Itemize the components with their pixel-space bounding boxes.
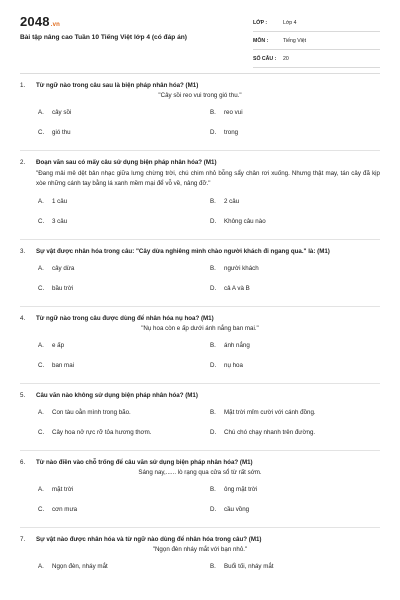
answer-option[interactable] (38, 429, 210, 436)
option-letter: A. (38, 486, 44, 494)
option-letter: D. (210, 218, 217, 226)
answer-option[interactable] (38, 285, 210, 292)
option-text: cả A và B (224, 285, 250, 293)
answer-option[interactable] (38, 265, 210, 272)
logo-suffix: .vn (50, 22, 61, 28)
question-text: Từ ngữ nào trong câu được dùng để nhân hóa nụ hoa? (M1) (36, 315, 214, 323)
document-header (20, 14, 380, 70)
question-separator (20, 383, 380, 384)
meta-key: SỐ CÂU : (253, 55, 277, 62)
question-2 (20, 159, 380, 240)
option-letter: A. (38, 342, 44, 350)
answer-options (20, 486, 380, 513)
answer-option[interactable] (38, 198, 210, 205)
question-text: Từ nào điền vào chỗ trống để câu văn sử dụng biện pháp nhân hóa? (M1) (36, 459, 253, 467)
question-text: Sự vật nào được nhân hóa và từ ngữ nào dùng để nhân hóa trong câu? (M1) (36, 536, 262, 544)
option-text: ban mai (52, 362, 75, 370)
question-number: 5. (20, 392, 26, 400)
option-letter: D. (210, 429, 217, 437)
option-letter: C. (38, 129, 45, 136)
option-letter: A. (38, 198, 44, 206)
question-list (20, 80, 380, 570)
answer-option[interactable] (210, 342, 382, 349)
answer-option[interactable] (210, 218, 382, 225)
option-text: cầu vồng (224, 506, 250, 514)
question-text: Từ ngữ nào trong câu sau là biện pháp nhân hóa? (M1) (36, 82, 199, 89)
option-text: e ấp (52, 342, 65, 350)
option-text: cây sồi (52, 109, 72, 116)
option-text: reo vui (224, 109, 243, 116)
question-text: Đoạn văn sau có mấy câu sử dụng biện pháp nhân hóa? (M1) (36, 159, 217, 166)
answer-options (20, 409, 380, 436)
answer-option[interactable] (210, 285, 382, 292)
answer-options (20, 109, 380, 136)
answer-option[interactable] (210, 265, 382, 272)
answer-option[interactable] (210, 506, 382, 513)
question-number: 4. (20, 315, 26, 323)
option-text: người khách (224, 265, 259, 273)
question-separator (20, 306, 380, 307)
option-text: Không câu nào (224, 218, 266, 226)
option-text: mặt trời (52, 486, 74, 494)
meta-row-subject (253, 32, 380, 50)
answer-option[interactable] (38, 129, 210, 136)
option-text: ánh nắng (224, 342, 250, 350)
option-text: Cây hoa nở rực rỡ tỏa hương thơm. (52, 429, 152, 437)
option-text: Buổi tối, nháy mắt (224, 563, 274, 571)
answer-option[interactable] (210, 198, 382, 205)
answer-option[interactable] (210, 129, 382, 136)
question-3 (20, 248, 380, 307)
option-text: ông mặt trời (224, 486, 258, 494)
option-text: Con tàu oằn mình trong bão. (52, 409, 131, 417)
option-text: bầu trời (52, 285, 74, 293)
option-text: cây dừa (52, 265, 75, 273)
question-quote: Sáng nay,...... lò rạng qua cửa sổ từ rất sớm. (138, 469, 262, 477)
question-separator (20, 450, 380, 451)
option-text: Chú chó chạy nhanh trên đường. (224, 429, 316, 437)
question-text: Sự vật được nhân hóa trong câu: "Cây dừa nghiêng mình chào người khách đi ngang qua." là: (M1) (36, 248, 330, 256)
option-letter: B. (210, 342, 216, 350)
question-1 (20, 82, 380, 151)
answer-options (20, 198, 380, 225)
option-letter: C. (38, 506, 45, 514)
option-letter: B. (210, 486, 216, 494)
question-text: Câu văn nào không sử dụng biện pháp nhân hóa? (M1) (36, 392, 198, 400)
option-letter: B. (210, 563, 216, 571)
option-text: nụ hoa (224, 362, 243, 370)
answer-options (20, 342, 380, 369)
question-quote: "Cây sồi reo vui trong gió thu." (158, 92, 242, 99)
option-text: 3 câu (52, 218, 68, 226)
question-number: 1. (20, 82, 26, 89)
answer-option[interactable] (210, 486, 382, 493)
answer-option[interactable] (210, 563, 382, 570)
answer-option[interactable] (38, 218, 210, 225)
option-letter: C. (38, 362, 45, 370)
option-text: Mặt trời mỉm cười với cánh đồng. (224, 409, 316, 417)
answer-option[interactable] (38, 563, 210, 570)
question-number: 3. (20, 248, 26, 256)
answer-option[interactable] (210, 409, 382, 416)
question-quote: "Nụ hoa còn e ấp dưới ánh nắng ban mai." (141, 325, 259, 333)
answer-option[interactable] (38, 109, 210, 116)
option-letter: B. (210, 109, 216, 116)
answer-option[interactable] (38, 506, 210, 513)
meta-value: Lớp 4 (283, 19, 297, 26)
question-7 (20, 536, 380, 570)
question-quote: "Đang mải mê dệt bản nhạc giữa lưng chừng trời, chú chim nhỏ bỗng sẩy chân rơi xuống. Nhưng thật may, tán cây đã kịp xòe những cánh tay bằng lá xanh mềm mại để vỗ về, nâng đỡ." (36, 170, 380, 187)
answer-option[interactable] (210, 109, 382, 116)
option-letter: C. (38, 285, 45, 293)
option-text: 2 câu (224, 198, 240, 206)
document-meta (253, 14, 380, 68)
question-number: 6. (20, 459, 26, 467)
question-number: 2. (20, 159, 26, 166)
option-letter: A. (38, 109, 44, 116)
option-letter: B. (210, 409, 216, 417)
option-text: gió thu (52, 129, 71, 136)
option-letter: B. (210, 265, 216, 273)
question-5 (20, 392, 380, 451)
site-logo[interactable] (20, 14, 60, 29)
option-text: trong (224, 129, 239, 136)
question-number: 7. (20, 536, 26, 544)
header-divider (20, 73, 380, 74)
option-text: cơn mưa (52, 506, 78, 514)
answer-option[interactable] (38, 362, 210, 369)
meta-value: Tiếng Việt (283, 37, 307, 44)
answer-options (20, 563, 380, 570)
meta-row-class (253, 14, 380, 32)
option-letter: A. (38, 265, 44, 273)
answer-option[interactable] (38, 486, 210, 493)
question-quote: "Ngọn đèn nháy mắt với bạn nhỏ." (152, 546, 248, 554)
option-letter: C. (38, 218, 45, 226)
answer-options (20, 265, 380, 292)
question-separator (20, 239, 380, 240)
question-6 (20, 459, 380, 528)
option-text: 1 câu (52, 198, 68, 206)
meta-key: LỚP : (253, 19, 268, 26)
meta-row-count (253, 50, 380, 68)
option-letter: A. (38, 563, 44, 571)
logo-main: 2048 (20, 14, 50, 29)
option-text: Ngọn đèn, nháy mắt (52, 563, 108, 571)
option-letter: D. (210, 506, 217, 514)
option-letter: D. (210, 285, 217, 293)
option-letter: B. (210, 198, 216, 206)
meta-value: 20 (283, 55, 289, 62)
option-letter: C. (38, 429, 45, 437)
question-separator (20, 527, 380, 528)
question-separator (20, 150, 380, 151)
option-letter: D. (210, 129, 217, 136)
answer-option[interactable] (38, 342, 210, 349)
answer-option[interactable] (210, 362, 382, 369)
option-letter: A. (38, 409, 44, 417)
meta-key: MÔN : (253, 37, 269, 44)
answer-option[interactable] (38, 409, 210, 416)
question-4 (20, 315, 380, 384)
answer-option[interactable] (210, 429, 382, 436)
option-letter: D. (210, 362, 217, 370)
document-title: Bài tập nâng cao Tuần 10 Tiếng Việt lớp 4 (có đáp án) (20, 34, 187, 41)
